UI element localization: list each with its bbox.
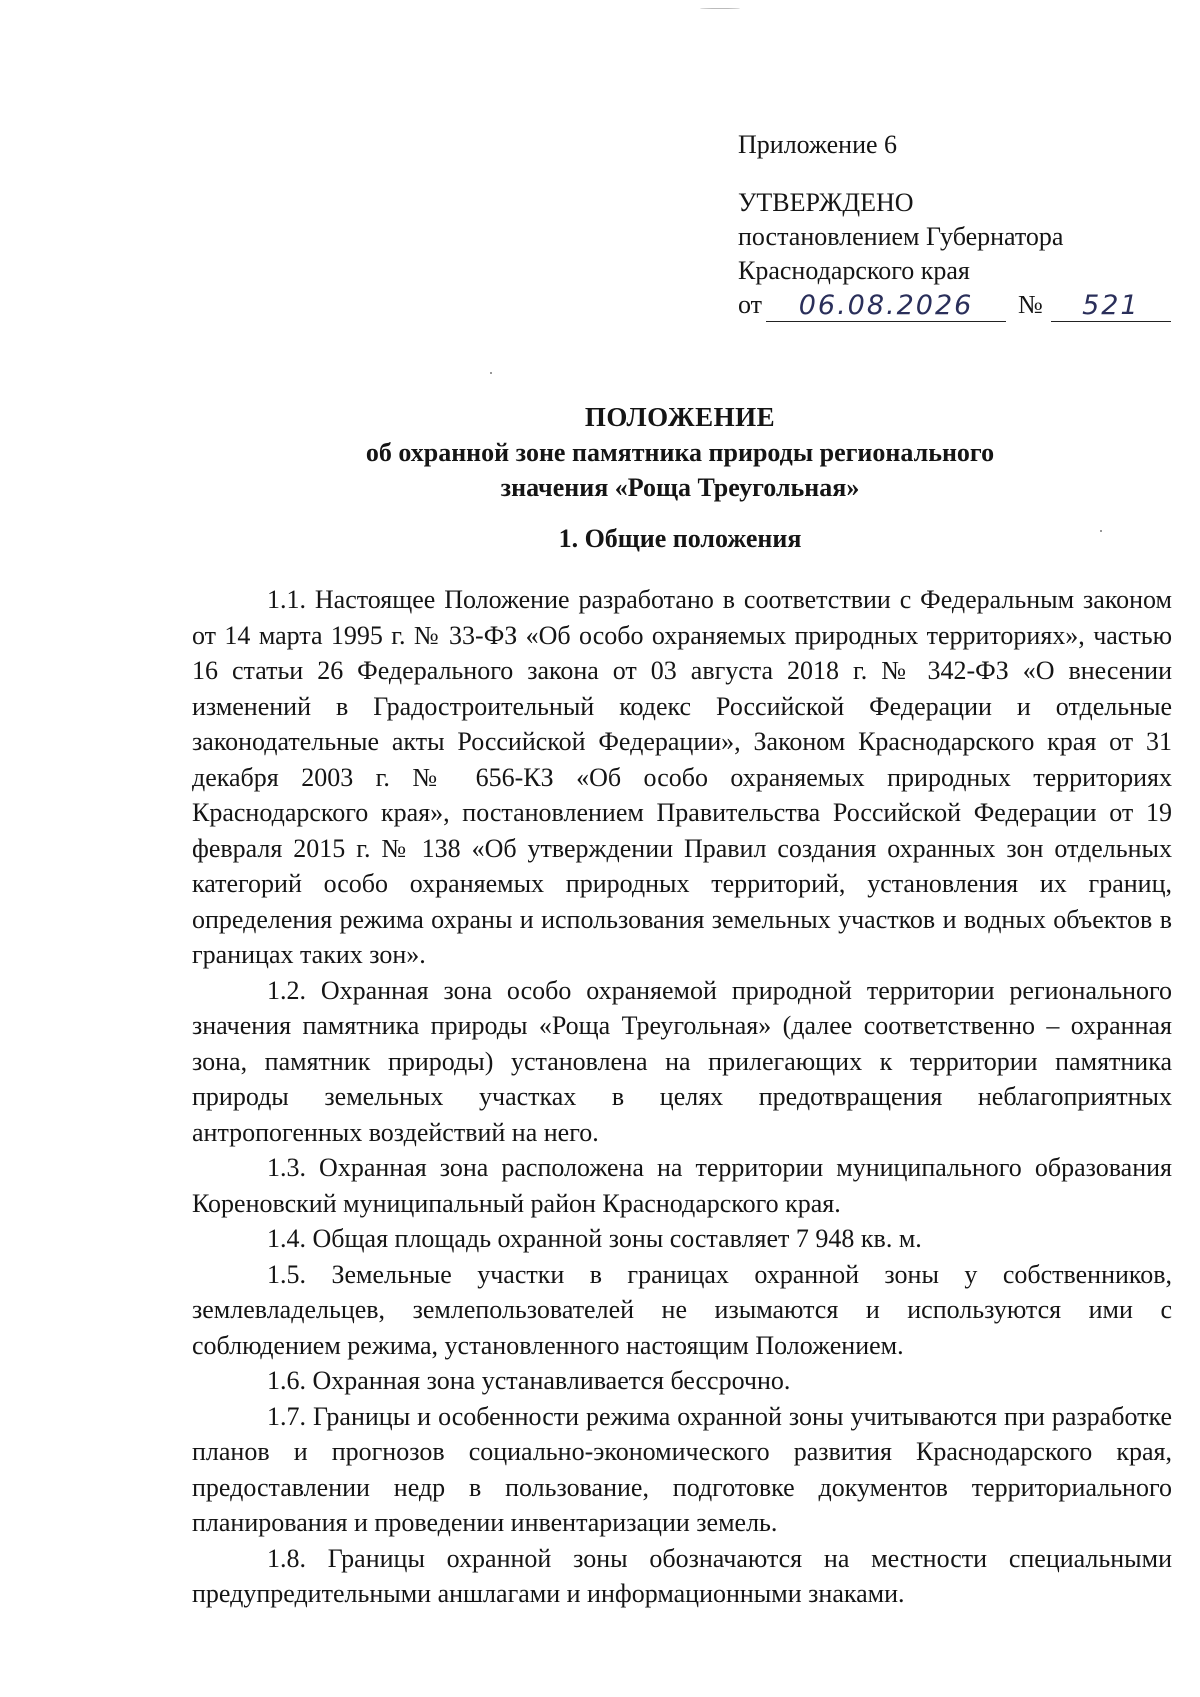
approved-label: УТВЕРЖДЕНО [738, 188, 914, 217]
section-heading: 1. Общие положения [558, 524, 802, 553]
paragraph-1-5: 1.5. Земельные участки в границах охранной зоны у собственников, землевладельцев, землепользователей не изымаются и используются ими с соблюдением режима, установленного настоящим Положением. [192, 1259, 1172, 1360]
paragraph-1-3: 1.3. Охранная зона расположена на территории муниципального образования Кореновский муниципальный район Краснодарского края. [192, 1153, 1172, 1218]
paragraph-1-4: 1.4. Общая площадь охранной зоны составляет 7 948 кв. м. [267, 1224, 922, 1253]
handwritten-number: 521 [1051, 291, 1171, 322]
scan-speck [700, 8, 740, 9]
approval-block [738, 128, 1178, 322]
section-body [192, 582, 1172, 1612]
paragraph-1-8: 1.8. Границы охранной зоны обозначаются на местности специальными предупредительными аншлагами и информационными знаками. [192, 1543, 1172, 1608]
scan-speck [490, 372, 492, 374]
approval-authority-line: постановлением Губернатора [738, 222, 1064, 251]
paragraph-1-2: 1.2. Охранная зона особо охраняемой природной территории регионального значения памятника природы «Роща Треугольная» (далее соответственно – охранная зона, памятник природы) установлена на прилегающих к территории памятника природы земельных участках в целях предотвращения неблагоприятных антропогенных воздействий на него. [192, 975, 1172, 1147]
document-title: ПОЛОЖЕНИЕ [584, 402, 776, 432]
appendix-label: Приложение 6 [738, 130, 898, 159]
scan-speck [1100, 530, 1102, 532]
decree-date-line [738, 288, 1178, 322]
document-subtitle-line-2: значения «Роща Треугольная» [500, 473, 860, 502]
document-title-block [190, 400, 1170, 505]
handwritten-date: 06.08.2026 [766, 291, 1006, 322]
date-label: от [738, 290, 763, 319]
paragraph-1-7: 1.7. Границы и особенности режима охранной зоны учитываются при разработке планов и прогнозов социально-экономического развития Краснодарского края, предоставлении недр в пользование, подготовке документов территориального планирования и проведении инвентаризации земель. [192, 1401, 1172, 1537]
paragraph-1-1: 1.1. Настоящее Положение разработано в соответствии с Федеральным законом от 14 марта 1995 г. № 33-ФЗ «Об особо охраняемых природных территориях», частью 16 статьи 26 Федерального закона от 03 августа 2018 г. № 342-ФЗ «О внесении изменений в Градостроительный кодекс Российской Федерации и отдельные законодательные акты Российской Федерации», Законом Краснодарского края от 31 декабря 2003 г. № 656-КЗ «Об особо охраняемых природных территориях Краснодарского края», постановлением Правительства Российской Федерации от 19 февраля 2015 г. № 138 «Об утверждении Правил создания охранных зон отдельных категорий особо охраняемых природных территорий, установления их границ, определения режима охраны и использования земельных участков и водных объектов в границах таких зон». [192, 585, 1172, 969]
document-subtitle-line-1: об охранной зоне памятника природы регионального [365, 438, 995, 467]
approval-region-line: Краснодарского края [738, 256, 970, 285]
paragraph-1-6: 1.6. Охранная зона устанавливается бессрочно. [267, 1366, 791, 1395]
number-label: № [1018, 290, 1043, 319]
